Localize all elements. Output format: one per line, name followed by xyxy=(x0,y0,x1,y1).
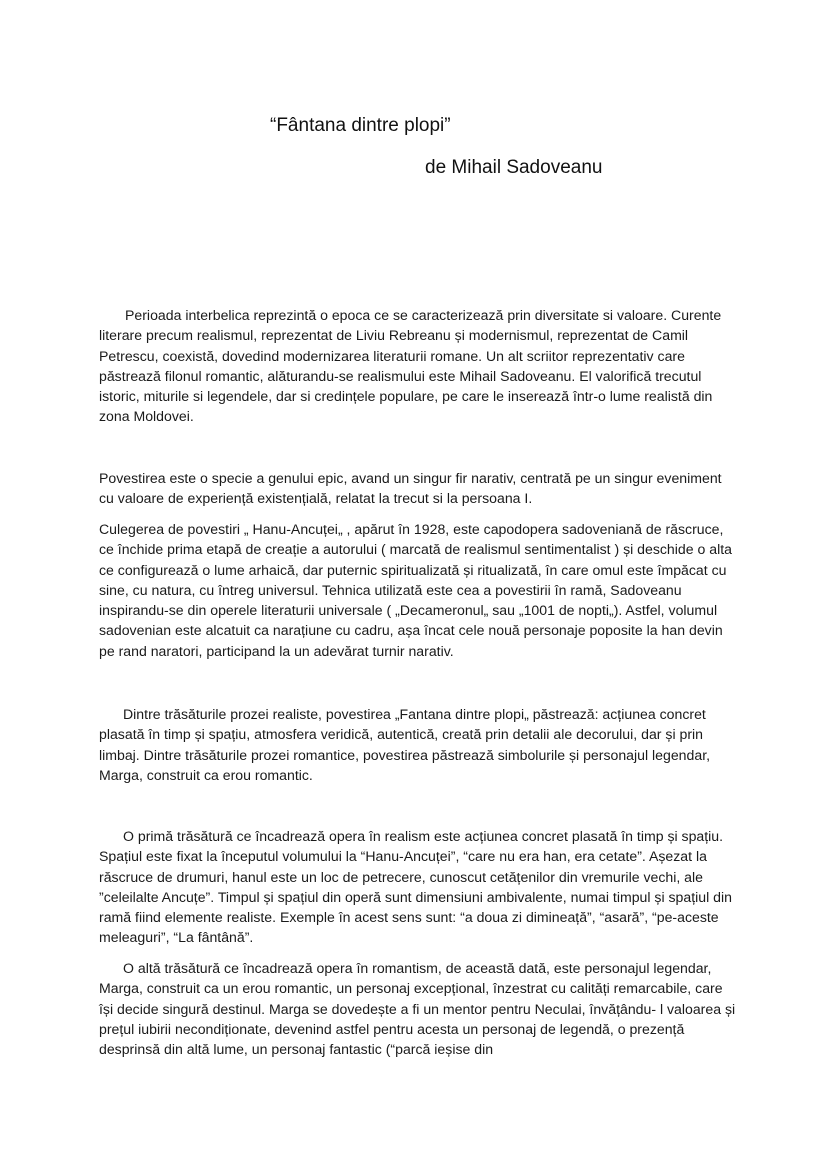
paragraph-intro: Perioada interbelica reprezintă o epoca ce se caracterizează prin diversitate si valoare. Curente literare precum realismul, reprezentat de Liviu Rebreanu și modernismul, reprezentat de Camil Petrescu, coexistă, dovedind modernizarea literaturii romane. Un alt scriitor reprezentativ care păstrează filonul romantic, alăturandu-se realismului este Mihail Sadoveanu. El valorifică trecutul istoric, miturile si legendele, dar si credințele populare, pe care le inserează într-o lume realistă din zona Moldovei. xyxy=(99,307,722,425)
paragraph-realism: O primă trăsătură ce încadrează opera în realism este acțiunea concret plasată în timp și spațiu. Spațiul este fixat la începutul volumului la “Hanu-Ancuței”, “care nu era han, era cetate”. Așezat la răscruce de drumuri, hanul este un loc de petrecere, cunoscut cetățenilor din vremurile vechi, ale ”celeilalte Ancuțe”. Timpul și spațiul din operă sunt dimensiuni ambivalente, numai timpul și spațiul din ramă fiind elemente realiste. Exemple în acest sens sunt: “a doua zi dimineață”, “asară”, “pe-aceste meleaguri”, “La fântână”. xyxy=(99,828,732,946)
document-author: de Mihail Sadoveanu xyxy=(425,157,603,178)
paragraph-povestirea: Povestirea este o specie a genului epic, avand un singur fir narativ, centrată pe un singur eveniment cu valoare de experiență existențială, relatat la trecut si la persoana I. xyxy=(99,470,722,507)
paragraph-trasaturi: Dintre trăsăturile prozei realiste, povestirea „Fantana dintre plopi„ păstrează: acțiunea concret plasată în timp și spațiu, atmosfera veridică, autentică, creată prin detalii ale decorului, dar și prin limbaj. Dintre trăsăturile prozei romantice, povestirea păstrează simbolurile și personajul legendar, Marga, construit ca erou romantic. xyxy=(99,706,711,783)
document-title: “Fântana dintre plopi” xyxy=(270,115,451,136)
paragraph-culegerea: Culegerea de povestiri „ Hanu-Ancuței„ , apărut în 1928, este capodopera sadoveniană de răscruce, ce închide prima etapă de creație a autorului ( marcată de realismul sentimentalist ) și deschide o alta ce configurează o lume arhaică, dar puternic spiritualizată și ritualizată, în care omul este împăcat cu sine, cu natura, cu întreg universul. Tehnica utilizată este cea a povestirii în ramă, Sadoveanu inspirandu-se din operele literaturii universale ( „Decameronul„ sau „1001 de nopti„). Astfel, volumul sadovenian este alcatuit ca narațiune cu cadru, așa încat cele nouă personaje poposite la han devin pe rand naratori, participand la un adevărat turnir narativ. xyxy=(99,521,732,659)
paragraph-romantism: O altă trăsătură ce încadrează opera în romantism, de această dată, este personajul legendar, Marga, construit ca un erou romantic, un personaj excepțional, înzestrat cu calități remarcabile, care își decide singură destinul. Marga se dovedește a fi un mentor pentru Neculai, învățându- l valoarea și prețul iubirii necondiționate, devenind astfel pentru acesta un personaj de legendă, o prezență desprinsă din altă lume, un personaj fantastic (“parcă ieșise din xyxy=(99,960,736,1058)
